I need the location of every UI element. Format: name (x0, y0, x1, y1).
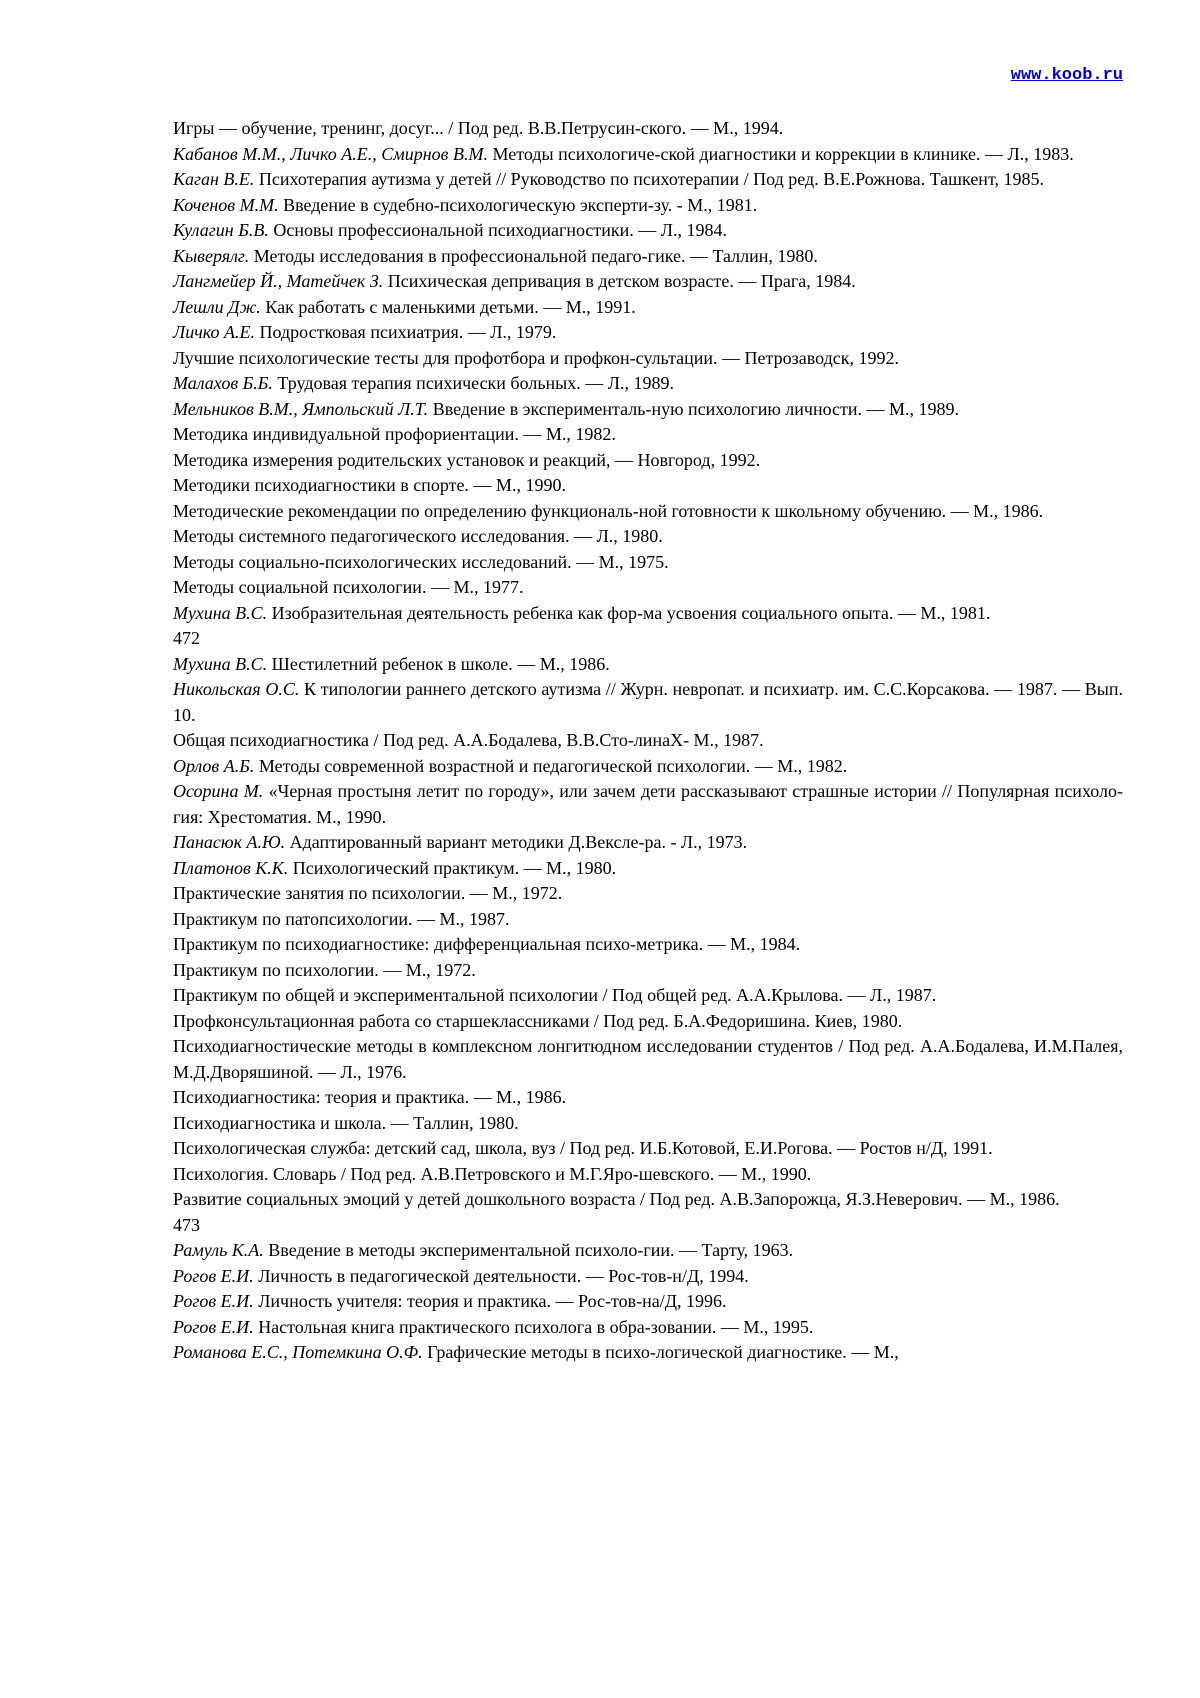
page-number: 472 (173, 628, 200, 648)
entry-author: Кулагин Б.В. (173, 220, 269, 240)
entry-text: Практикум по психодиагностике: дифференциальная психо-метрика. — М., 1984. (173, 934, 801, 954)
bibliography-entry (173, 1009, 1123, 1035)
bibliography-entry (173, 422, 1123, 448)
entry-text: Личность учителя: теория и практика. — Рос-тов-на/Д, 1996. (253, 1291, 727, 1311)
entry-text: Методики психодиагностики в спорте. — М., 1990. (173, 475, 566, 495)
entry-text: Основы профессиональной психодиагностики. — Л., 1984. (268, 220, 727, 240)
entry-author: Мухина В.С. (173, 602, 268, 623)
entry-author: Лангмейер Й., Матейчек З. (173, 271, 384, 291)
entry-text: Адаптированный вариант методики Д.Векслe-ра. - Л., 1973. (285, 832, 748, 852)
bibliography-entry (173, 881, 1123, 907)
entry-text: Введение в судебно-психологическую эксперти-зу. - М., 1981. (278, 194, 758, 215)
bibliography-entry (173, 1340, 1123, 1366)
bibliography-entry (173, 269, 1123, 295)
entry-text: Психодиагностика: теория и практика. — М., 1986. (173, 1087, 567, 1107)
entry-text: Психологическая служба: детский сад, школа, вуз / Под ред. И.Б.Котовой, Е.И.Рогова. — Ростов н/Д, 1991. (173, 1138, 993, 1158)
site-link[interactable]: www.koob.ru (1010, 66, 1123, 85)
entry-author: Малахов Б.Б. (173, 373, 273, 393)
entry-author: Кабанов М.М., Личко А.Е., Смирнов В.М. (173, 143, 488, 164)
bibliography-entry (173, 371, 1123, 397)
page-header (1011, 66, 1123, 85)
entry-text: Практикум по общей и экспериментальной психологии / Под общей ред. А.А.Крылова. — Л., 1987. (173, 985, 937, 1005)
bibliography-entry (173, 652, 1123, 678)
entry-text: Настольная книга практического психолога в обра-зовании. — М., 1995. (253, 1316, 814, 1337)
entry-text: Общая психодиагностика / Под ред. А.А.Бодалева, В.В.Сто-линаХ- М., 1987. (173, 730, 764, 750)
entry-text: Личность в педагогической деятельности. — Рос-тов-н/Д, 1994. (253, 1265, 749, 1286)
entry-text: Игры — обучение, тренинг, досуг... / Под ред. В.В.Петрусин-ского. — М., 1994. (173, 118, 784, 138)
bibliography-entry (173, 728, 1123, 754)
entry-author: Каган В.Е. (173, 169, 255, 189)
bibliography-entry (173, 397, 1123, 423)
entry-text: Методы социальной психологии. — М., 1977. (173, 577, 524, 597)
bibliography-entry (173, 244, 1123, 270)
entry-text: Психологический практикум. — М., 1980. (288, 857, 617, 878)
entry-author: Кыверялг. (173, 245, 250, 266)
bibliography-entry (173, 575, 1123, 601)
entry-text: Практикум по патопсихологии. — М., 1987. (173, 908, 510, 929)
entry-author: Личко А.Е. (173, 322, 256, 342)
bibliography-entry (173, 830, 1123, 856)
bibliography-entry (173, 601, 1123, 627)
entry-text: Методика индивидуальной профориентации. — М., 1982. (173, 424, 616, 444)
bibliography-entry (173, 448, 1123, 474)
entry-text: Введение в методы экспериментальной психоло-гии. — Тарту, 1963. (263, 1240, 794, 1260)
entry-text: Практические занятия по психологии. — М., 1972. (173, 883, 563, 903)
entry-author: Платонов К.К. (173, 857, 289, 878)
bibliography-entry (173, 983, 1123, 1009)
entry-author: Осорина М. (173, 781, 264, 801)
entry-text: Методика измерения родительских установок и реакций, — Новгород, 1992. (173, 449, 761, 470)
bibliography-entry (173, 856, 1123, 882)
entry-author: Рогов Е.И. (173, 1316, 254, 1337)
bibliography-entry (173, 193, 1123, 219)
entry-author: Мухина В.С. (173, 653, 268, 674)
entry-text: Лучшие психологические тесты для профотбора и профкон-сультации. — Петрозаводск, 1992. (173, 347, 899, 368)
entry-text: Методы системного педагогического исследования. — Л., 1980. (173, 526, 663, 546)
bibliography-entry (173, 907, 1123, 933)
bibliography-entry (173, 320, 1123, 346)
page-number: 473 (173, 1214, 200, 1235)
entry-text: Методы современной возрастной и педагогической психологии. — М., 1982. (254, 755, 848, 776)
bibliography-entry (173, 295, 1123, 321)
bibliography-entry (173, 499, 1123, 525)
entry-text: «Черная простыня летит по городу», или зачем дети рассказывают страшные истории // Популярная психоло-гия: Хрестоматия. М., 1990. (173, 781, 1123, 827)
bibliography-entry (173, 1289, 1123, 1315)
entry-text: Методы исследования в профессиональной педаго-гике. — Таллин, 1980. (249, 245, 818, 266)
entry-text: Методические рекомендации по определению функциональ-ной готовности к школьному обучению. — М., 1986. (173, 500, 1044, 521)
entry-text: Шестилетний ребенок в школе. — М., 1986. (267, 653, 610, 674)
bibliography-entry (173, 524, 1123, 550)
bibliography-entry (173, 116, 1123, 142)
bibliography-entry (173, 1187, 1123, 1213)
bibliography-entry (173, 218, 1123, 244)
bibliography-entry (173, 1111, 1123, 1137)
bibliography-entry (173, 932, 1123, 958)
entry-author: Никольская О.С. (173, 679, 300, 699)
entry-text: Развитие социальных эмоций у детей дошкольного возраста / Под ред. А.В.Запорожца, Я.З.Неверович. — М., 1986. (173, 1189, 1060, 1209)
bibliography-entry (173, 550, 1123, 576)
entry-text: К типологии раннего детского аутизма // Журн. невропат. и психиатр. им. С.С.Корсакова. — 1987. — Вып. 10. (173, 679, 1123, 725)
entry-text: Практикум по психологии. — М., 1972. (173, 959, 476, 980)
entry-text: Психодиагностические методы в комплексном лонгитюдном исследовании студентов / Под ред. А.А.Бодалева, И.М.Палея, М.Д.Дворяшиной. — Л., 1976. (173, 1036, 1123, 1082)
entry-text: Графические методы в психо-логической диагностике. — М., (422, 1342, 899, 1362)
bibliography-entry (173, 1238, 1123, 1264)
entry-text: Психодиагностика и школа. — Таллин, 1980. (173, 1112, 519, 1133)
bibliography-entry (173, 167, 1123, 193)
entry-author: Рамуль К.А. (173, 1240, 264, 1260)
entry-author: Лешли Дж. (173, 296, 261, 317)
entry-author: Рогов Е.И. (173, 1291, 254, 1311)
entry-author: Коченов М.М. (173, 194, 279, 215)
bibliography-entry (173, 754, 1123, 780)
bibliography-entry (173, 346, 1123, 372)
bibliography-entry (173, 473, 1123, 499)
bibliography-list (173, 116, 1123, 1366)
entry-text: Подростковая психиатрия. — Л., 1979. (255, 322, 557, 342)
entry-text: Методы социально-психологических исследований. — М., 1975. (173, 551, 669, 572)
bibliography-entry (173, 677, 1123, 728)
entry-author: Орлов А.Б. (173, 755, 255, 776)
bibliography-entry (173, 1264, 1123, 1290)
entry-author: Рогов Е.И. (173, 1265, 254, 1286)
bibliography-entry (173, 1136, 1123, 1162)
entry-text: Профконсультационная работа со старшеклассниками / Под ред. Б.А.Федоришина. Киев, 1980. (173, 1010, 903, 1031)
entry-text: Психотерапия аутизма у детей // Руководство по психотерапии / Под ред. В.Е.Рожнова. Ташкент, 1985. (254, 169, 1044, 189)
bibliography-entry (173, 1085, 1123, 1111)
entry-author: Панасюк А.Ю. (173, 832, 286, 852)
bibliography-entry (173, 1034, 1123, 1085)
entry-text: Психология. Словарь / Под ред. А.В.Петровского и М.Г.Яро-шевского. — М., 1990. (173, 1163, 812, 1184)
entry-author: Мельников В.М., Ямпольский Л.Т. (173, 398, 429, 419)
entry-text: Изобразительная деятельность ребенка как фор-ма усвоения социального опыта. — М., 1981. (267, 602, 991, 623)
bibliography-entry (173, 142, 1123, 168)
bibliography-entry (173, 1162, 1123, 1188)
entry-text: Методы психологиче-ской диагностики и коррекции в клинике. — Л., 1983. (487, 143, 1074, 164)
bibliography-entry (173, 1315, 1123, 1341)
entry-text: Как работать с маленькими детьми. — М., 1991. (260, 296, 636, 317)
bibliography-entry (173, 958, 1123, 984)
entry-text: Введение в эксперименталь-ную психологию личности. — М., 1989. (428, 398, 960, 419)
entry-author: Романова Е.С., Потемкина О.Ф. (173, 1342, 423, 1362)
entry-text: Психическая депривация в детском возрасте. — Прага, 1984. (383, 271, 856, 291)
entry-text: Трудовая терапия психически больных. — Л., 1989. (272, 373, 674, 393)
bibliography-entry (173, 779, 1123, 830)
